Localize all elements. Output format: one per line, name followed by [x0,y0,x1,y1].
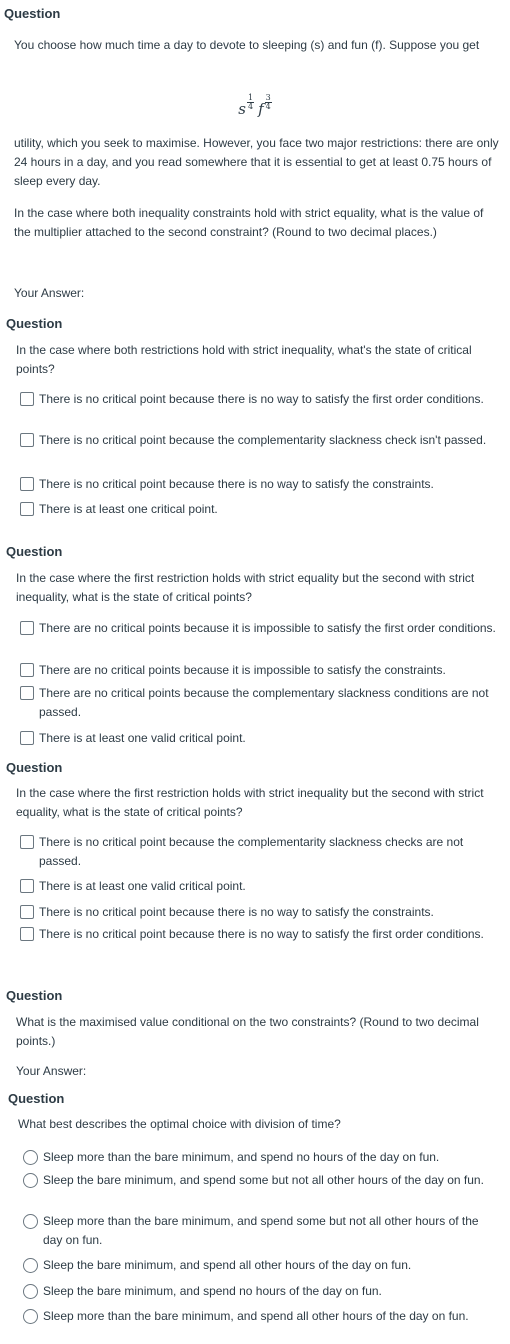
question-6-option-5[interactable]: Sleep the bare minimum, and spend no hours of the day on fun. [23,1282,499,1301]
question-1-prompt: In the case where both inequality constraints hold with strict equality, what is the value of the multiplier attached to the second constraint? (Round to two decimal places.) [14,206,484,239]
question-2-title: Question [6,316,63,331]
question-6-title: Question [8,1091,65,1106]
question-6-option-2[interactable]: Sleep the bare minimum, and spend some but not all other hours of the day on fun. [23,1171,499,1190]
question-1-intro: You choose how much time a day to devote to sleeping (s) and fun (f). Suppose you get [14,38,480,52]
question-4-option-3[interactable]: There is no critical point because there is no way to satisfy the constraints. [20,903,496,922]
question-2-option-1[interactable]: There is no critical point because there is no way to satisfy the first order conditions. [20,390,490,409]
checkbox[interactable] [20,621,34,635]
question-3-prompt: In the case where the first restriction holds with strict equality but the second with strict inequality, what is the state of critical points? [16,571,475,604]
question-3-option-3[interactable]: There are no critical points because the complementary slackness conditions are not passed. [20,684,496,722]
question-2-option-2[interactable]: There is no critical point because the complementarity slackness check isn't passed. [20,431,490,450]
question-3-option-4[interactable]: There is at least one valid critical point. [20,729,496,748]
radio-button[interactable] [23,1258,38,1273]
question-3-option-1[interactable]: There are no critical points because it is impossible to satisfy the first order conditions. [20,619,496,638]
question-4-title: Question [6,760,63,775]
checkbox[interactable] [20,879,34,893]
question-1-answer-label: Your Answer: [14,286,85,300]
question-3-option-2[interactable]: There are no critical points because it is impossible to satisfy the constraints. [20,661,496,680]
checkbox[interactable] [20,731,34,745]
checkbox[interactable] [20,905,34,919]
checkbox[interactable] [20,433,34,447]
radio-button[interactable] [23,1309,38,1324]
checkbox[interactable] [20,502,34,516]
radio-button[interactable] [23,1173,38,1188]
question-5-prompt: What is the maximised value conditional on the two constraints? (Round to two decimal points.) [16,1015,479,1048]
checkbox[interactable] [20,477,34,491]
radio-button[interactable] [23,1150,38,1165]
radio-button[interactable] [23,1214,38,1229]
question-5-title: Question [6,988,63,1003]
question-6-option-1[interactable]: Sleep more than the bare minimum, and spend no hours of the day on fun. [23,1148,499,1167]
question-3-title: Question [6,544,63,559]
checkbox[interactable] [20,835,34,849]
question-1-constraints: utility, which you seek to maximise. However, you face two major restrictions: there are only 24 hours in a day, and you read somewhere that it is essential to get at least 0.75 hours of sleep every day. [14,136,499,188]
question-5-answer-label: Your Answer: [16,1064,87,1078]
checkbox[interactable] [20,663,34,677]
question-4-option-1[interactable]: There is no critical point because the complementarity slackness checks are not passed. [20,833,496,871]
question-4-option-2[interactable]: There is at least one valid critical point. [20,877,496,896]
question-6-prompt: What best describes the optimal choice with division of time? [18,1117,341,1131]
radio-button[interactable] [23,1284,38,1299]
question-2-option-3[interactable]: There is no critical point because there is no way to satisfy the constraints. [20,475,490,494]
question-6-option-6[interactable]: Sleep more than the bare minimum, and spend all other hours of the day on fun. [23,1307,503,1326]
question-4-prompt: In the case where the first restriction holds with strict inequality but the second with strict equality, what is the state of critical points? [16,786,484,819]
question-1-title: Question [4,6,61,21]
checkbox[interactable] [20,686,34,700]
checkbox[interactable] [20,392,34,406]
question-2-prompt: In the case where both restrictions hold with strict inequality, what's the state of critical points? [16,343,472,376]
question-2-option-4[interactable]: There is at least one critical point. [20,500,490,519]
question-6-option-4[interactable]: Sleep the bare minimum, and spend all other hours of the day on fun. [23,1256,499,1275]
question-4-option-4[interactable]: There is no critical point because there is no way to satisfy the first order conditions. [20,925,496,944]
utility-formula: s $\frac{1}{4}$ f $\frac{3}{4}$ [238,93,271,118]
question-6-option-3[interactable]: Sleep more than the bare minimum, and spend some but not all other hours of the day on fun. [23,1212,499,1250]
checkbox[interactable] [20,927,34,941]
